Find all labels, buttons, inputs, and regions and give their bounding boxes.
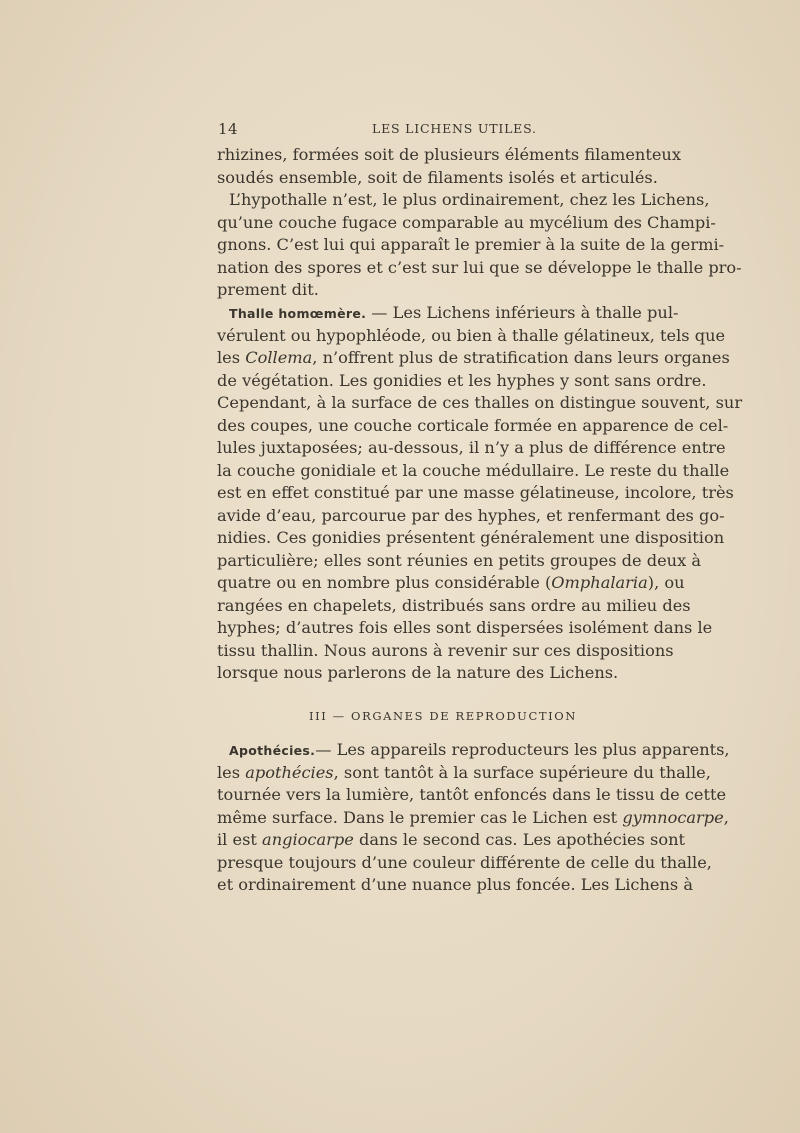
term: angiocarpe	[262, 830, 354, 849]
term: apothécies	[245, 762, 334, 782]
text-line: soudés ensemble, soit de filaments isolés et articulés.	[217, 167, 658, 187]
text-line: avide d’eau, parcourue par des hyphes, et renfermant des go-	[217, 505, 725, 525]
text-line: tissu thallin. Nous aurons à revenir sur ces dispositions	[217, 640, 674, 660]
text-line: de végétation. Les gonidies et les hyphes y sont sans ordre.	[217, 370, 707, 390]
text-fragment: dans le second cas. Les apothécies sont	[353, 830, 686, 849]
paragraph-continuation	[217, 144, 681, 189]
text-line: des coupes, une couche corticale formée en apparence de cel-	[217, 415, 729, 435]
text-fragment: — Les appareils reproducteurs les plus apparents,	[315, 740, 730, 759]
text-line	[217, 762, 711, 785]
page-header	[218, 120, 668, 140]
text-line: est en effet constitué par une masse gélatineuse, incolore, très	[217, 483, 734, 502]
text-fragment: quatre ou en nombre plus considérable (	[217, 573, 552, 592]
text-line: lorsque nous parlerons de la nature des Lichens.	[217, 663, 619, 682]
text-fragment: même surface. Dans le premier cas le Lichen est	[217, 807, 623, 827]
text-line: particulière; elles sont réunies en petits groupes de deux à	[217, 550, 702, 570]
text-line	[217, 302, 679, 325]
run-in-heading: Apothécies.	[229, 743, 316, 758]
text-line	[217, 572, 685, 595]
text-line: qu’une couche fugace comparable au mycélium des Champi-	[217, 212, 716, 232]
text-fragment: les	[217, 762, 246, 782]
text-line	[217, 739, 730, 762]
text-line: presque toujours d’une couleur différente de celle du thalle,	[217, 852, 712, 872]
text-line	[217, 347, 730, 370]
section-heading: III — ORGANES DE REPRODUCTION	[309, 709, 577, 723]
text-line: hyphes; d’autres fois elles sont dispersées isolément dans le	[217, 618, 713, 637]
page-number: 14	[218, 120, 239, 138]
text-line: L’hypothalle n’est, le plus ordinairement, chez les Lichens,	[229, 190, 710, 209]
text-line: tournée vers la lumière, tantôt enfoncés dans le tissu de cette	[217, 785, 727, 804]
text-line: vérulent ou hypophléode, ou bien à thalle gélatineux, tels que	[217, 325, 726, 345]
paragraph-hypothalle	[217, 189, 742, 302]
text-line: rangées en chapelets, distribués sans ordre au milieu des	[217, 595, 691, 615]
text-line: Cependant, à la surface de ces thalles on distingue souvent, sur	[217, 393, 743, 412]
text-line: nidies. Ces gonidies présentent généralement une disposition	[217, 528, 725, 547]
paragraph-apothecies	[217, 739, 730, 897]
text-line: la couche gonidiale et la couche médullaire. Le reste du thalle	[217, 460, 730, 480]
text-fragment: il est	[217, 830, 263, 849]
text-line: rhizines, formées soit de plusieurs éléments filamenteux	[217, 145, 681, 164]
paragraph-thalle-homoemere	[217, 302, 743, 685]
text-line: gnons. C’est lui qui apparaît le premier à la suite de la germi-	[217, 235, 725, 254]
running-title: LES LICHENS UTILES.	[372, 121, 537, 136]
run-in-heading: Thalle homœmère.	[229, 306, 367, 321]
text-fragment: ), ou	[647, 573, 685, 592]
text-fragment: — Les Lichens inférieurs à thalle pul-	[366, 303, 679, 322]
text-line: et ordinairement d’une nuance plus foncée. Les Lichens à	[217, 875, 694, 894]
text-fragment: les	[217, 348, 246, 367]
text-fragment: , sont tantôt à la surface supérieure du thalle,	[333, 762, 711, 782]
text-line: prement dit.	[217, 280, 319, 299]
text-line: lules juxtaposées; au-dessous, il n’y a plus de différence entre	[217, 438, 726, 457]
text-line: nation des spores et c’est sur lui que se développe le thalle pro-	[217, 257, 742, 277]
text-fragment: ,	[723, 807, 729, 827]
text-line	[217, 829, 686, 852]
taxon-name: Omphalaria	[551, 573, 648, 592]
term: gymnocarpe	[622, 807, 724, 827]
text-fragment: , n’offrent plus de stratification dans leurs organes	[312, 348, 730, 367]
taxon-name: Collema	[245, 348, 313, 367]
text-line	[217, 807, 729, 830]
